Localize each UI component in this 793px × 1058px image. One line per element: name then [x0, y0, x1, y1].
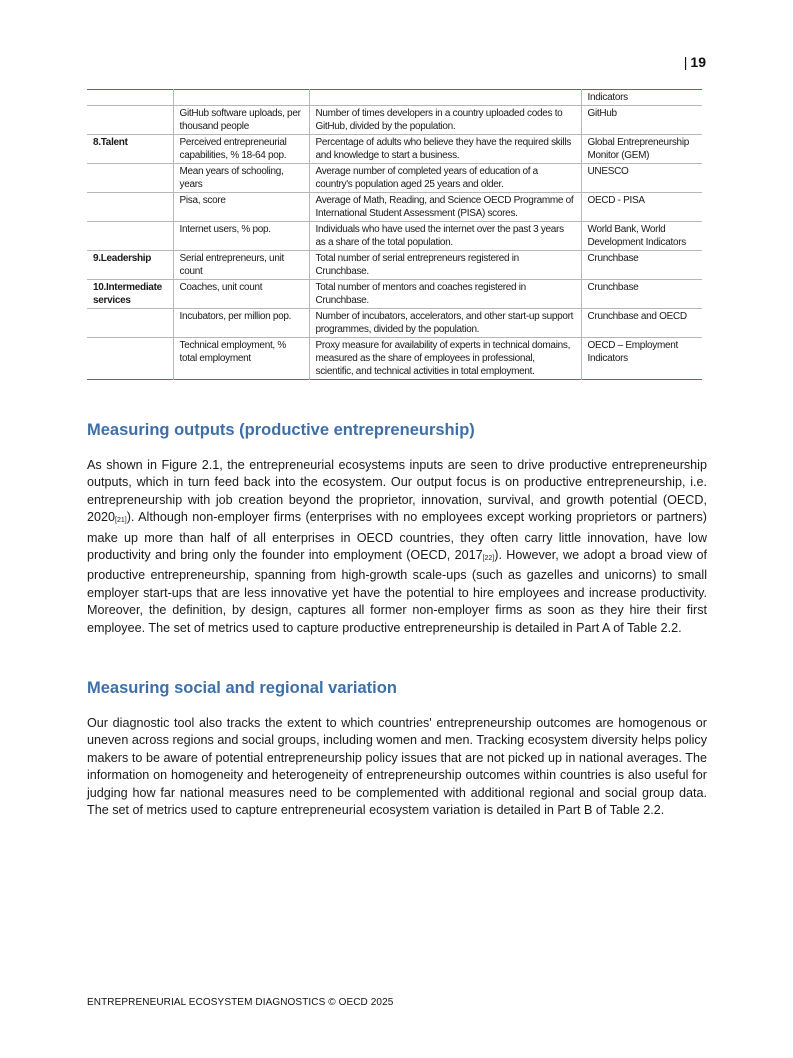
table-cell-category: 9.Leadership: [87, 251, 173, 280]
page-number: | 19: [683, 54, 706, 70]
table-cell-description: Number of incubators, accelerators, and other start-up support programmes, divided by the population.: [309, 309, 581, 338]
table-cell-description: Individuals who have used the internet over the past 3 years as a share of the total population.: [309, 222, 581, 251]
table-cell-category: 8.Talent: [87, 135, 173, 164]
table-row: [87, 309, 702, 338]
table-cell-category: [87, 164, 173, 193]
table-row: [87, 280, 702, 309]
table-cell-indicator: Pisa, score: [173, 193, 309, 222]
table-cell-indicator: Technical employment, % total employment: [173, 338, 309, 380]
table-cell-description: Average of Math, Reading, and Science OECD Programme of International Student Assessment (PISA) scores.: [309, 193, 581, 222]
table-row: [87, 338, 702, 380]
table-row: [87, 222, 702, 251]
paragraph-text-b: ). Although non-employer firms (enterprises with no employees except working proprietors or partners) make up more than half of all enterprises in OECD countries, they often carry little innovation, have low productivity and bring only the founder into employment (OECD, 2017: [87, 510, 707, 563]
table-cell-indicator: Internet users, % pop.: [173, 222, 309, 251]
table-cell-category: [87, 193, 173, 222]
table-row: [87, 251, 702, 280]
table-cell-description: Number of times developers in a country uploaded codes to GitHub, divided by the population.: [309, 106, 581, 135]
table-cell-indicator: Coaches, unit count: [173, 280, 309, 309]
table-row: [87, 164, 702, 193]
table-cell-description: Total number of mentors and coaches registered in Crunchbase.: [309, 280, 581, 309]
section-variation: [87, 679, 707, 819]
citation-ref[interactable]: [21]: [115, 517, 127, 525]
table-cell-source: Crunchbase and OECD: [581, 309, 702, 338]
section-paragraph: [87, 457, 707, 637]
table-row: [87, 135, 702, 164]
section-heading: Measuring outputs (productive entrepreneurship): [87, 421, 475, 439]
table-row: [87, 90, 702, 106]
table-cell-category: [87, 338, 173, 380]
table-cell-description: Proxy measure for availability of experts in technical domains, measured as the share of employees in professional, scientific, and technical activities in total employment.: [309, 338, 581, 380]
table-cell-source: OECD - PISA: [581, 193, 702, 222]
paragraph-text-c: ). However, we adopt a broad view of productive entrepreneurship, spanning from high-growth scale-ups (such as gazelles and unicorns) to small employer start-ups that are less innovative yet have the potential to hire employees and increase productivity. Moreover, the definition, by design, captures all former non-employer firms as soon as they hire their first employee. The set of metrics used to capture productive entrepreneurship is detailed in Part A of Table 2.2.: [87, 548, 707, 635]
table-cell-source: World Bank, World Development Indicators: [581, 222, 702, 251]
table-cell-category: 10.Intermediate services: [87, 280, 173, 309]
table-cell-source: Crunchbase: [581, 251, 702, 280]
table-cell-indicator: Serial entrepreneurs, unit count: [173, 251, 309, 280]
table-cell-source: Indicators: [581, 90, 702, 106]
page-footer: ENTREPRENEURIAL ECOSYSTEM DIAGNOSTICS © OECD 2025: [87, 997, 394, 1008]
table-cell-indicator: Perceived entrepreneurial capabilities, % 18-64 pop.: [173, 135, 309, 164]
citation-ref[interactable]: [22]: [482, 555, 495, 563]
table-cell-indicator: Mean years of schooling, years: [173, 164, 309, 193]
table-cell-indicator: [173, 90, 309, 106]
page-number-value: 19: [690, 54, 706, 70]
table-cell-source: Global Entrepreneurship Monitor (GEM): [581, 135, 702, 164]
indicator-table-body: [87, 90, 702, 380]
table-cell-indicator: GitHub software uploads, per thousand people: [173, 106, 309, 135]
table-cell-category: [87, 309, 173, 338]
table-cell-indicator: Incubators, per million pop.: [173, 309, 309, 338]
table-row: [87, 193, 702, 222]
table-cell-description: Total number of serial entrepreneurs registered in Crunchbase.: [309, 251, 581, 280]
table-cell-category: [87, 90, 173, 106]
paragraph-text-a: As shown in Figure 2.1, the entrepreneurial ecosystems inputs are seen to drive productive entrepreneurship outputs, which in turn feed back into the ecosystem. Our output focus is on productive entrepreneurship, i.e. entrepreneurship with job creation beyond the proprietor, innovation, survival, and growth potential (OECD, 2020: [87, 458, 707, 525]
indicator-table: [87, 89, 702, 380]
table-cell-source: OECD – Employment Indicators: [581, 338, 702, 380]
table-cell-source: UNESCO: [581, 164, 702, 193]
section-outputs: [87, 421, 707, 637]
table-row: [87, 106, 702, 135]
table-cell-category: [87, 222, 173, 251]
section-paragraph: Our diagnostic tool also tracks the extent to which countries' entrepreneurship outcomes are homogenous or uneven across regions and social groups, including women and men. Tracking ecosystem diversity helps policy makers to be aware of potential entrepreneurship policy issues that are not picked up in national averages. The information on homogeneity and heterogeneity of entrepreneurship outcomes within countries is also useful for judging how far national measures need to be complemented with additional regional and social group data. The set of metrics used to capture entrepreneurial ecosystem variation is detailed in Part B of Table 2.2.: [87, 716, 707, 818]
table-cell-description: Average number of completed years of education of a country's population aged 25 years and older.: [309, 164, 581, 193]
table-cell-description: Percentage of adults who believe they have the required skills and knowledge to start a business.: [309, 135, 581, 164]
table-cell-source: GitHub: [581, 106, 702, 135]
table-cell-description: [309, 90, 581, 106]
table-cell-source: Crunchbase: [581, 280, 702, 309]
section-heading: Measuring social and regional variation: [87, 679, 397, 697]
table-cell-category: [87, 106, 173, 135]
